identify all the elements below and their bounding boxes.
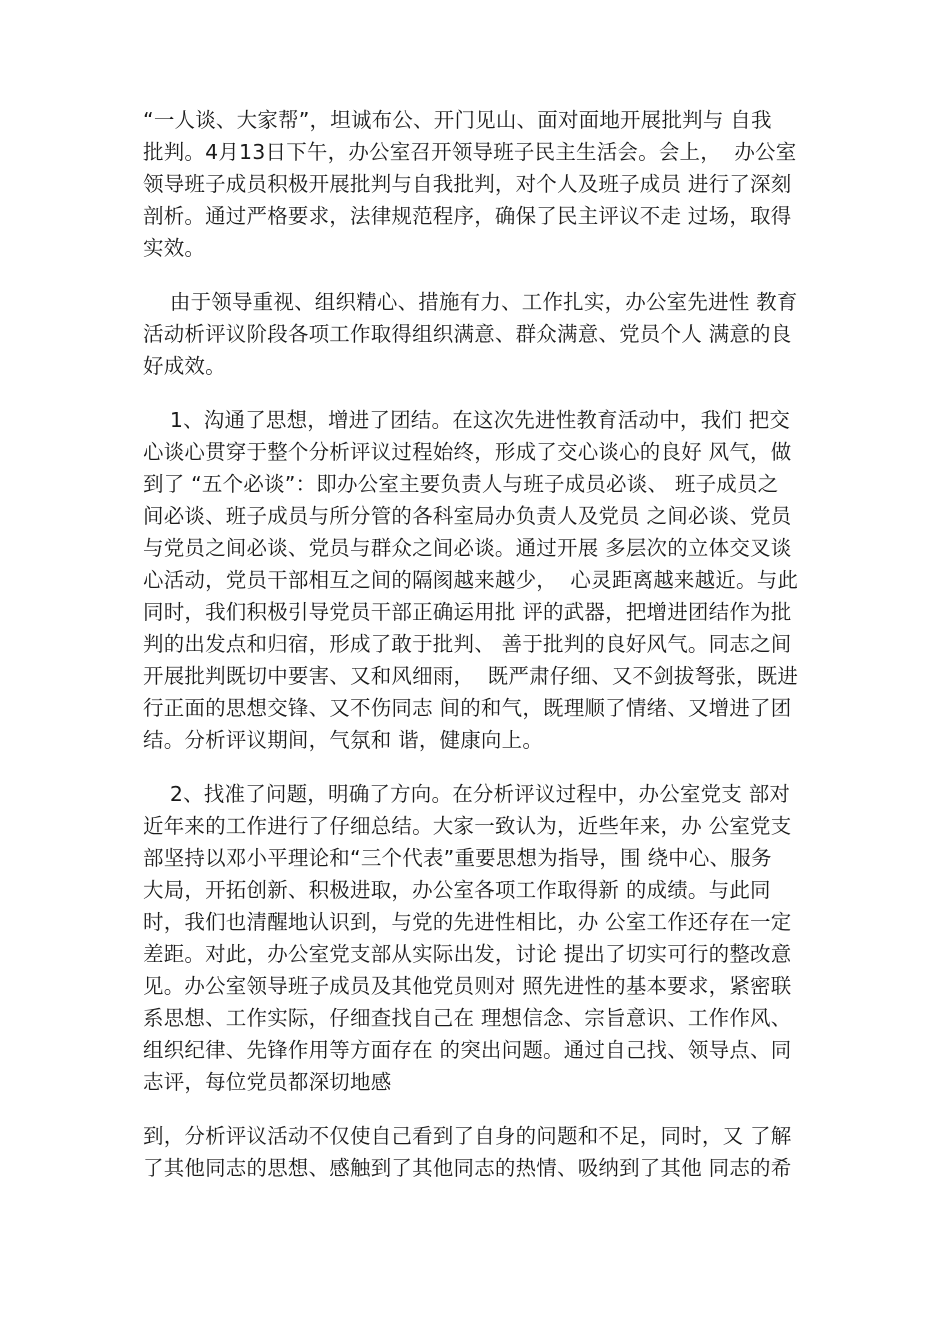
text-line-8: 好成效。 <box>143 354 226 378</box>
text-line-23: 大局，开拓创新、积极进取，办公室各项工作取得新 的成绩。与此同 <box>143 878 771 902</box>
text-line-27: 系思想、工作实际，仔细查找自己在 理想信念、宗旨意识、工作作风、 <box>143 1006 792 1030</box>
text-line-18: 行正面的思想交锋、又不伤同志 间的和气，既理顺了情绪、又增进了团 <box>143 696 792 720</box>
text-line-26: 见。办公室领导班子成员及其他党员则对 照先进性的基本要求，紧密联 <box>143 974 792 998</box>
text-line-21: 近年来的工作进行了仔细总结。大家一致认为，近些年来，办 公室党支 <box>143 814 792 838</box>
text-line-6: 由于领导重视、组织精心、措施有力、工作扎实，办公室先进性 教育 <box>143 290 798 314</box>
text-line-1: “一人谈、大家帮”，坦诚布公、开门见山、面对面地开展批判与 自我 <box>143 108 772 132</box>
text-line-16: 判的出发点和归宿，形成了敢于批判、 善于批判的良好风气。同志之间 <box>143 632 792 656</box>
text-line-17: 开展批判既切中要害、又和风细雨， 既严肃仔细、又不剑拔弩张，既进 <box>143 664 799 688</box>
text-line-28: 组织纪律、先锋作用等方面存在 的突出问题。通过自己找、领导点、同 <box>143 1038 792 1062</box>
text-line-20: 2、找准了问题，明确了方向。在分析评议过程中，办公室党支 部对 <box>143 782 791 806</box>
text-line-7: 活动析评议阶段各项工作取得组织满意、群众满意、党员个人 满意的良 <box>143 322 792 346</box>
text-line-22: 部坚持以邓小平理论和“三个代表”重要思想为指导，围 绕中心、服务 <box>143 846 772 870</box>
text-line-31: 了其他同志的思想、感触到了其他同志的热情、吸纳到了其他 同志的希 <box>143 1156 792 1180</box>
text-line-4: 剖析。通过严格要求，法律规范程序，确保了民主评议不走 过场，取得 <box>143 204 792 228</box>
text-line-29: 志评，每位党员都深切地感 <box>143 1070 392 1094</box>
text-line-11: 到了 “五个必谈”：即办公室主要负责人与班子成员必谈、 班子成员之 <box>143 472 779 496</box>
text-line-15: 同时，我们积极引导党员干部正确运用批 评的武器，把增进团结作为批 <box>143 600 792 624</box>
text-line-12: 间必谈、班子成员与所分管的各科室局办负责人及党员 之间必谈、党员 <box>143 504 792 528</box>
text-line-25: 差距。对此，办公室党支部从实际出发，讨论 提出了切实可行的整改意 <box>143 942 792 966</box>
text-line-9: 1、沟通了思想，增进了团结。在这次先进性教育活动中，我们 把交 <box>143 408 791 432</box>
text-line-30: 到，分析评议活动不仅使自己看到了自身的问题和不足，同时，又 了解 <box>143 1124 792 1148</box>
text-line-24: 时，我们也清醒地认识到，与党的先进性相比，办 公室工作还存在一定 <box>143 910 792 934</box>
text-line-13: 与党员之间必谈、党员与群众之间必谈。通过开展 多层次的立体交叉谈 <box>143 536 792 560</box>
text-line-2: 批判。4月13日下午，办公室召开领导班子民主生活会。会上， 办公室 <box>143 140 797 164</box>
text-line-10: 心谈心贯穿于整个分析评议过程始终，形成了交心谈心的良好 风气，做 <box>143 440 792 464</box>
text-line-3: 领导班子成员积极开展批判与自我批判，对个人及班子成员 进行了深刻 <box>143 172 792 196</box>
text-line-5: 实效。 <box>143 236 206 260</box>
text-line-14: 心活动，党员干部相互之间的隔阂越来越少， 心灵距离越来越近。与此 <box>143 568 799 592</box>
text-line-19: 结。分析评议期间，气氛和 谐，健康向上。 <box>143 728 544 752</box>
